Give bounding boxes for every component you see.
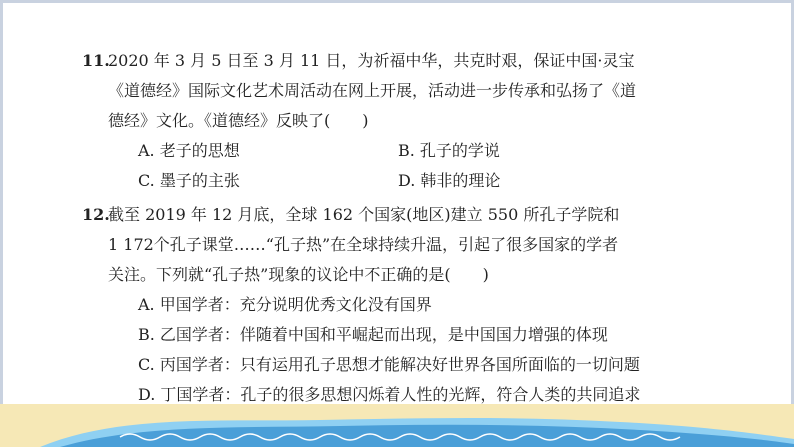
question-number: 12. [82, 205, 110, 224]
question-text-line: 截至 2019 年 12 月底，全球 162 个国家(地区)建立 550 所孔子学院和 [108, 205, 620, 224]
question-12 [82, 200, 698, 410]
question-text-line: 1 172个孔子课堂……“孔子热”在全球持续升温，引起了很多国家的学者 [108, 235, 619, 254]
page-frame-top [0, 0, 794, 3]
option-b: B. 孔子的学说 [398, 141, 500, 160]
question-text-line: 德经》文化。《道德经》反映了( ) [108, 111, 369, 130]
options-list [138, 136, 698, 196]
option-c: C. 墨子的主张 [138, 171, 240, 190]
question-number: 11. [82, 51, 110, 70]
question-text-line: 《道德经》国际文化艺术周活动在网上开展，活动进一步传承和弘扬了《道 [108, 81, 637, 100]
option-c: C. 丙国学者：只有运用孔子思想才能解决好世界各国所面临的一切问题 [138, 355, 640, 374]
option-d: D. 韩非的理论 [398, 171, 501, 190]
options-list [138, 290, 698, 410]
question-text-line: 2020 年 3 月 5 日至 3 月 11 日，为祈福中华，共克时艰，保证中国·灵宝 [108, 51, 635, 70]
option-d: D. 丁国学者：孔子的很多思想闪烁着人性的光辉，符合人类的共同追求 [138, 385, 641, 404]
option-b: B. 乙国学者：伴随着中国和平崛起而出现，是中国国力增强的体现 [138, 325, 608, 344]
question-text-line: 关注。下列就“孔子热”现象的议论中不正确的是( ) [108, 265, 489, 284]
option-a: A. 老子的思想 [138, 141, 240, 160]
question-11 [82, 46, 698, 196]
page-frame-left [0, 0, 3, 420]
beach-wave-decoration [0, 404, 794, 447]
question-content [82, 46, 698, 414]
option-a: A. 甲国学者：充分说明优秀文化没有国界 [138, 295, 432, 314]
